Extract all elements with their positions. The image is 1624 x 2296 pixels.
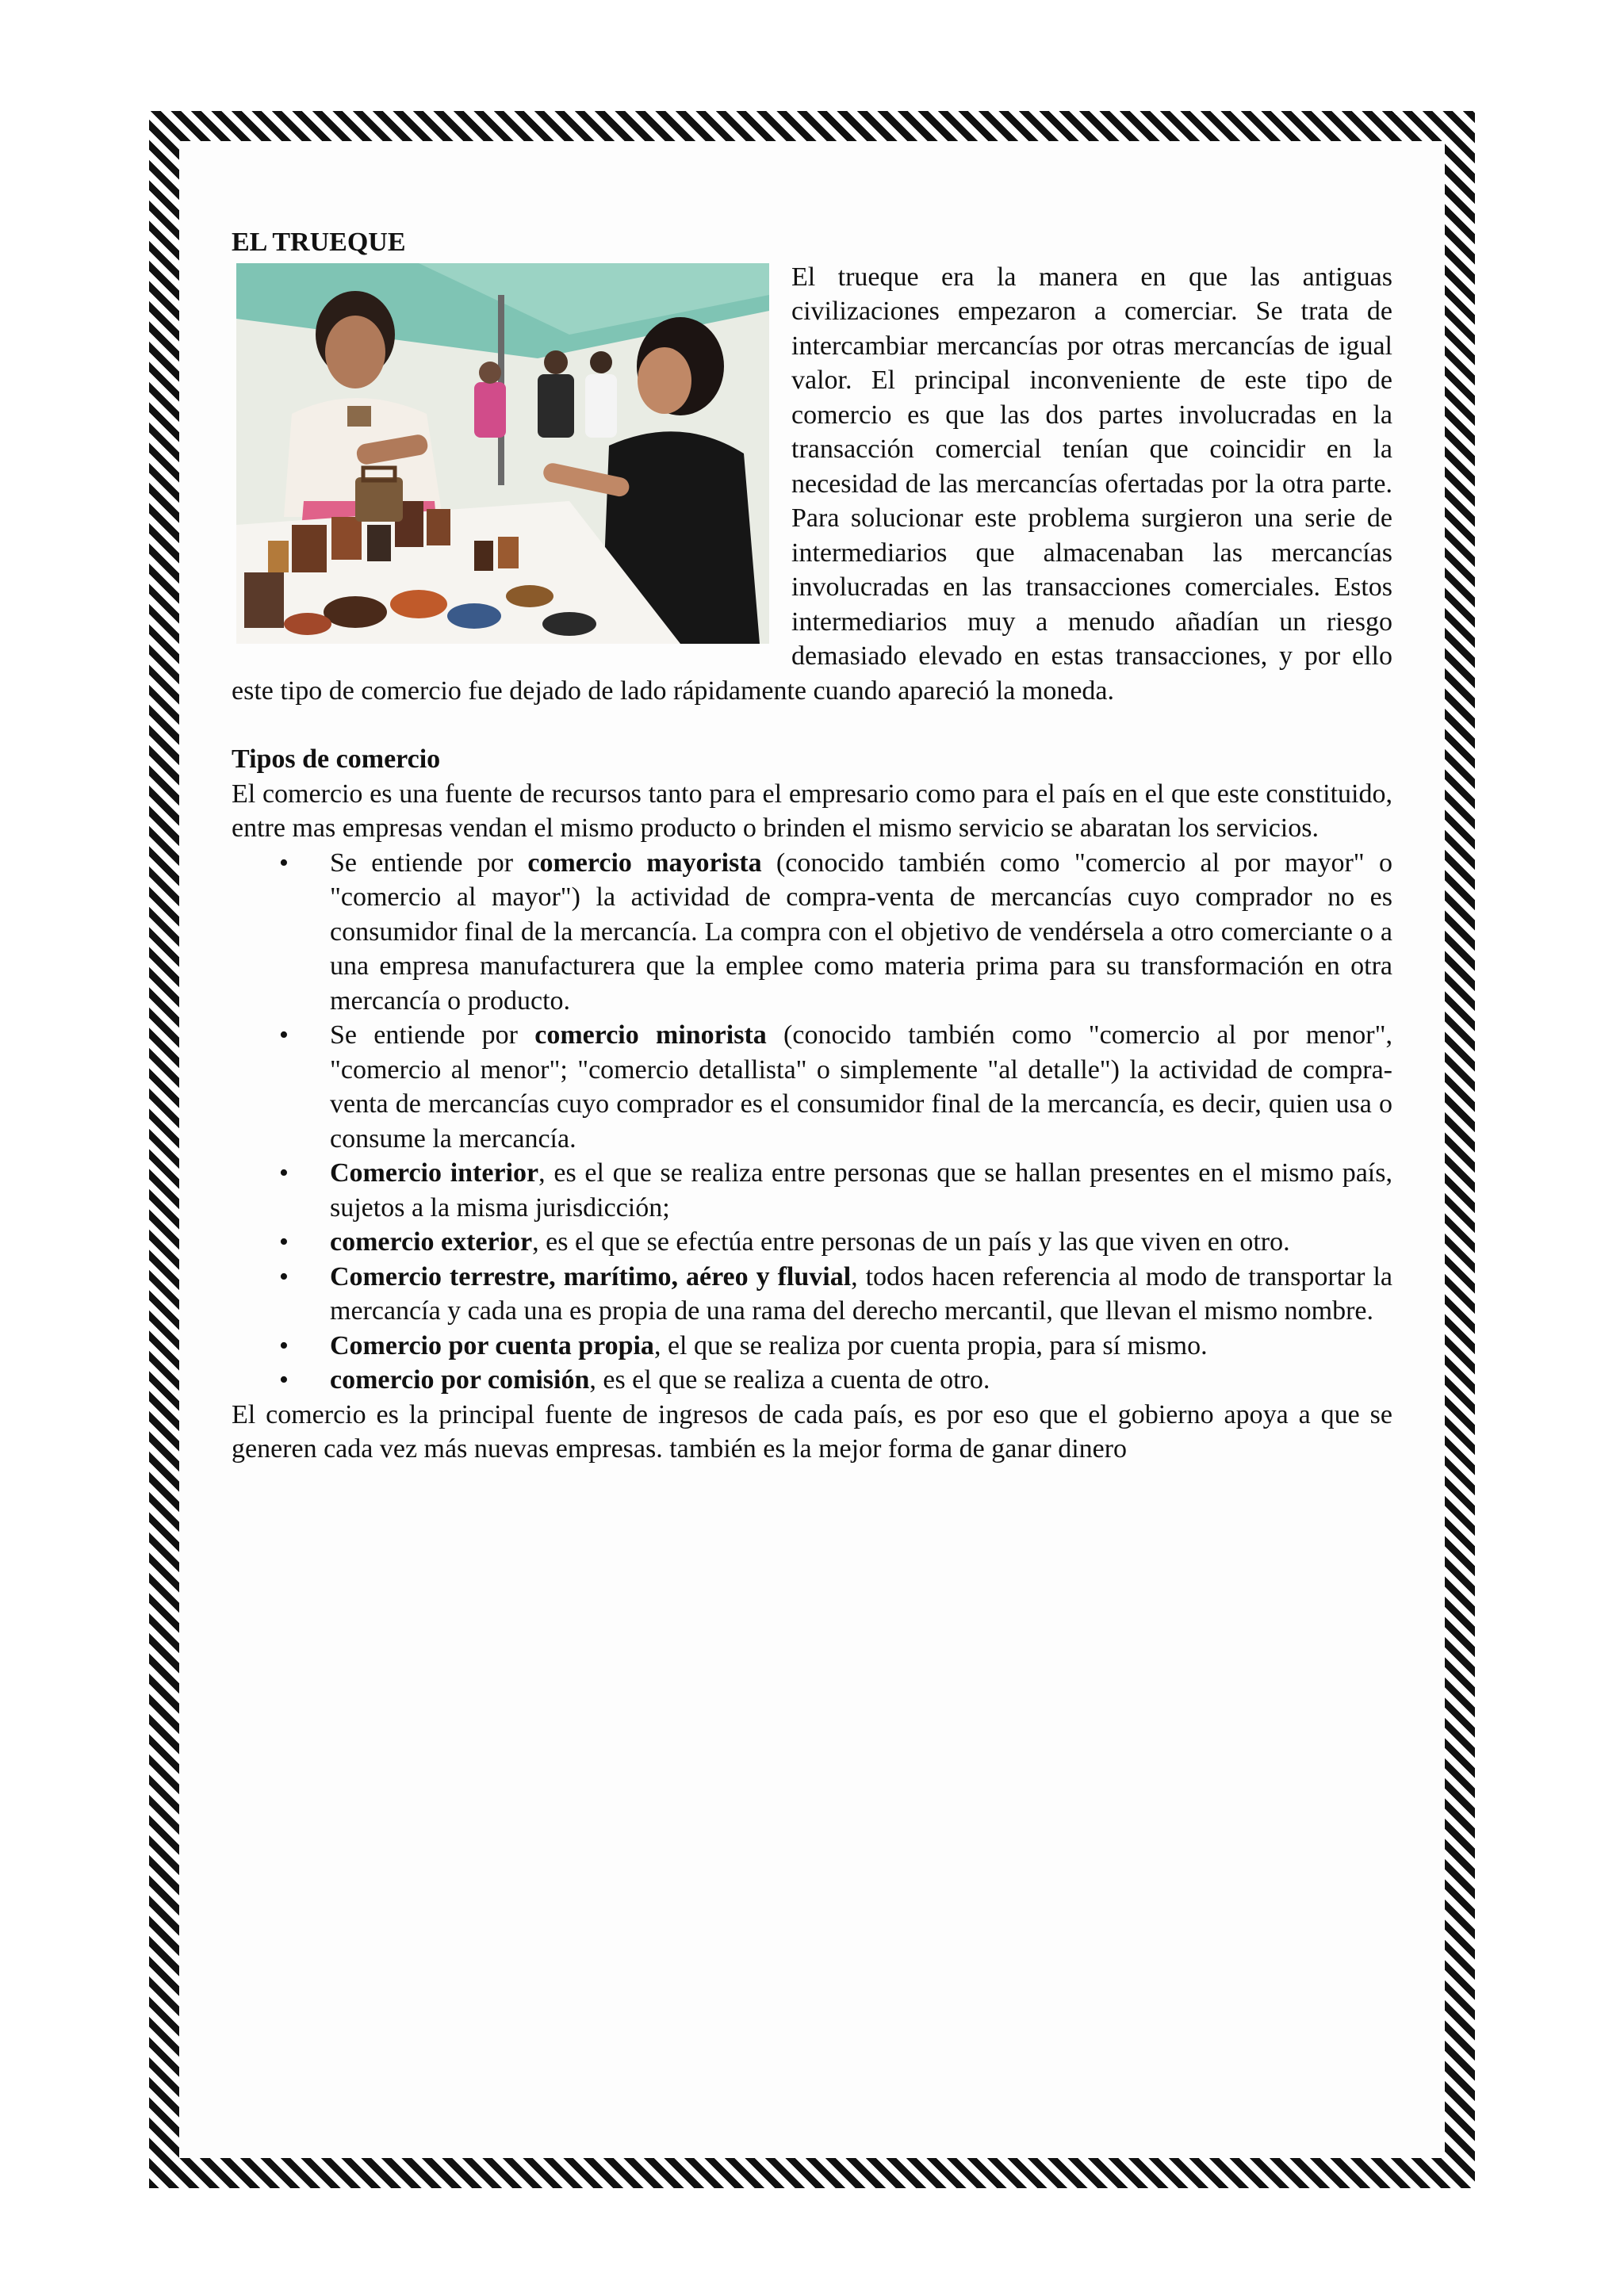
list-item-term: comercio mayorista <box>527 848 762 878</box>
market-photo <box>236 263 769 644</box>
list-item-term: comercio por comisión <box>330 1365 590 1395</box>
list-item-text: , es el que se realiza a cuenta de otro. <box>589 1365 990 1395</box>
trueque-paragraph: El trueque era la manera en que las antiguas civilizaciones empezaron a comerciar. Se trata de intercambiar mercancías por otras mercancías de igual valor. El principal inconveniente de este tipo de comercio es que las dos partes involucradas en la transacción comercial tenían que coincidir en la necesidad de las mercancías ofertadas por la otra parte. Para solucionar este problema surgieron una serie de intermediarios que almacenaban las mercancías involucradas en las transacciones comerciales. Estos intermediarios muy a menudo añadían un riesgo demasiado elevado en estas transacciones, y por ello este tipo de comercio fue dejado de lado rápidamente cuando apareció la moneda. <box>232 262 1392 706</box>
list-item-term: Comercio terrestre, marítimo, aéreo y fluvial <box>330 1261 852 1292</box>
list-item <box>330 1156 1392 1225</box>
list-item-text: (conocido también como "comercio al por menor", "comercio al menor"; "comercio detallista" o simplemente "al detalle") la actividad de compra-venta de mercancías cuyo comprador es el consumidor final de la mercancía, es decir, quien usa o consume la mercancía. <box>330 1020 1392 1154</box>
list-item <box>330 1225 1392 1260</box>
list-item-term: Comercio interior <box>330 1158 539 1188</box>
tipos-intro-paragraph: El comercio es una fuente de recursos tanto para el empresario como para el país en el que este constituido, entre mas empresas vendan el mismo producto o brinden el mismo servicio se abaratan los servicios. <box>232 779 1392 843</box>
list-item <box>330 1363 1392 1398</box>
list-item <box>330 1018 1392 1156</box>
document-body <box>232 225 1392 1467</box>
list-item-term: Comercio por cuenta propia <box>330 1330 654 1360</box>
section-gap <box>232 708 1392 742</box>
section-heading-tipos: Tipos de comercio <box>232 744 441 774</box>
list-item <box>330 1329 1392 1364</box>
list-item-prefix: Se entiende por <box>330 1020 535 1050</box>
list-item-prefix: Se entiende por <box>330 848 528 878</box>
list-item-text: (conocido también como "comercio al por mayor" o "comercio al mayor") la actividad de compra-venta de mercancías cuyo comprador no es consumidor final de la mercancía. La compra con el objetivo de vendérsela a otro comerciante o a una empresa manufacturera que la emplee como materia prima para su transformación en otra mercancía o producto. <box>330 848 1392 1016</box>
list-item-term: comercio minorista <box>534 1020 767 1050</box>
list-item <box>330 1260 1392 1329</box>
list-item-term: comercio exterior <box>330 1227 533 1257</box>
list-item <box>330 846 1392 1019</box>
closing-paragraph: El comercio es la principal fuente de ingresos de cada país, es por eso que el gobierno apoya a que se generen cada vez más nuevas empresas. también es la mejor forma de ganar dinero <box>232 1399 1392 1464</box>
list-item-text: , es el que se realiza entre personas que se hallan presentes en el mismo país, sujetos a la misma jurisdicción; <box>330 1158 1392 1223</box>
list-item-text: , es el que se efectúa entre personas de un país y las que viven en otro. <box>532 1227 1290 1257</box>
list-item-text: , el que se realiza por cuenta propia, para sí mismo. <box>653 1330 1208 1360</box>
section-heading-trueque: EL TRUEQUE <box>232 228 406 257</box>
list-item-text: , todos hacen referencia al modo de transportar la mercancía y cada una es propia de una rama del derecho mercantil, que llevan el mismo nombre. <box>330 1261 1392 1326</box>
commerce-types-list <box>232 846 1392 1398</box>
